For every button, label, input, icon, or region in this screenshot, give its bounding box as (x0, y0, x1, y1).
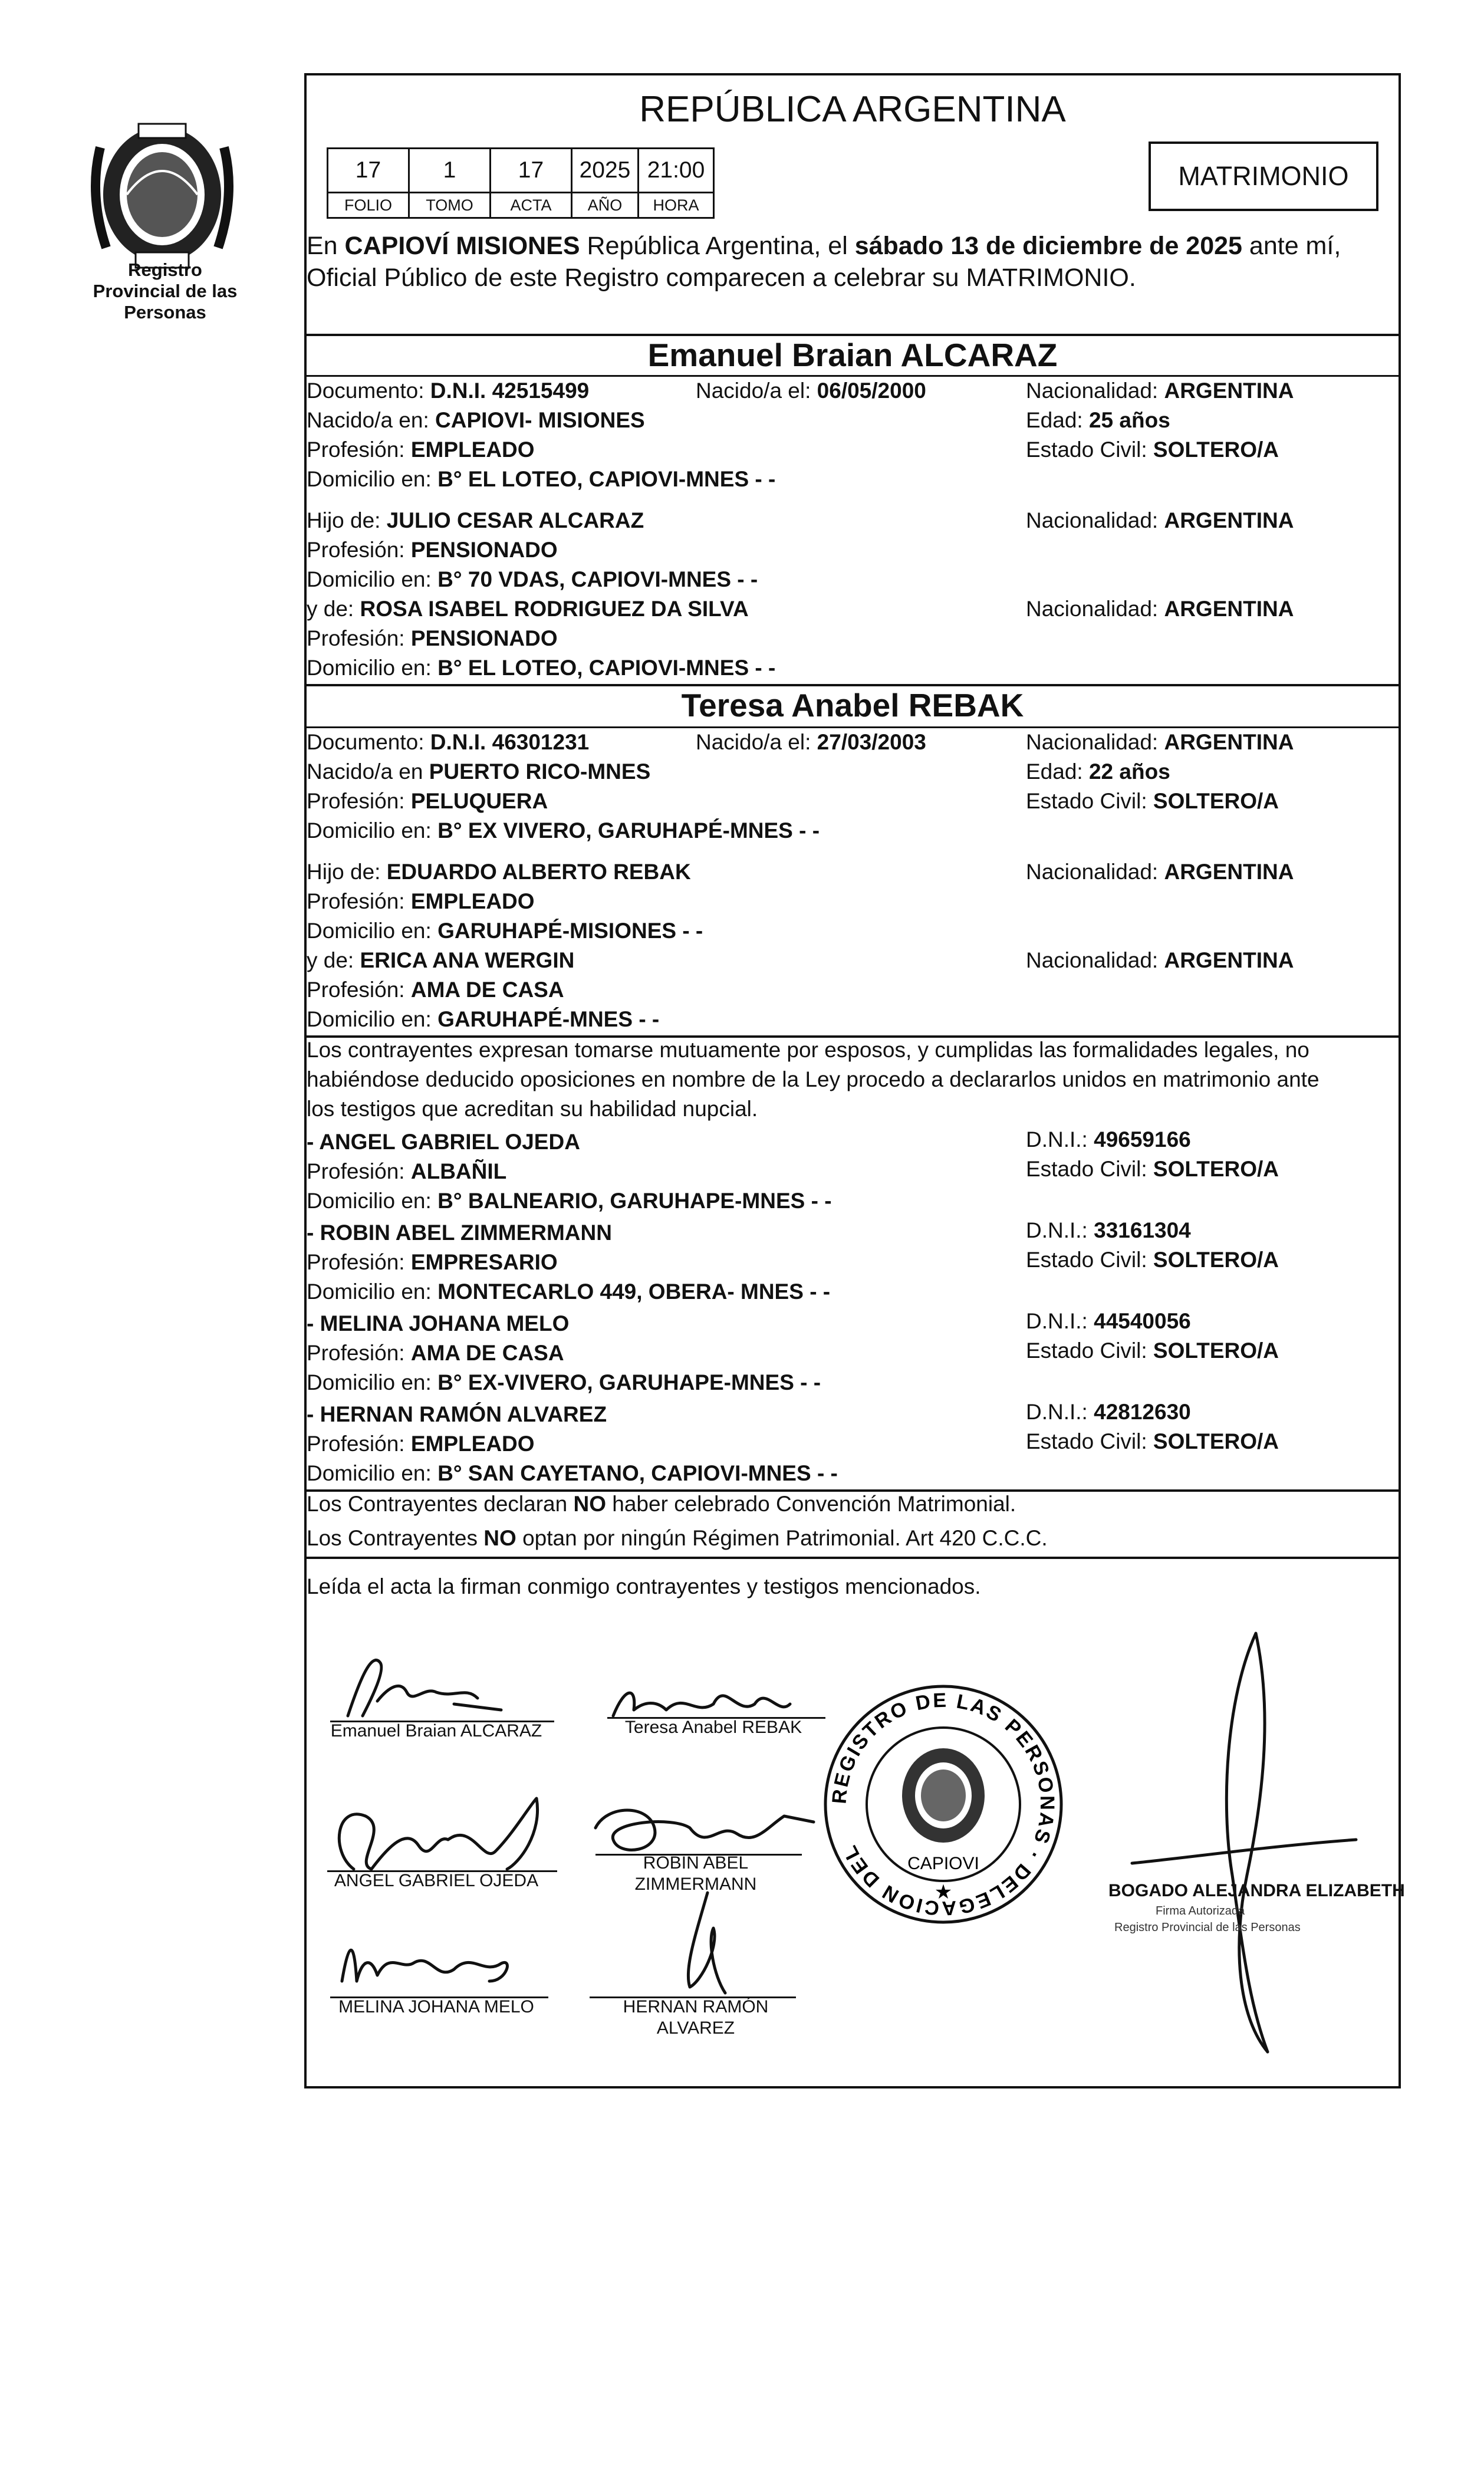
witness-profession: Profesión: EMPRESARIO (307, 1250, 558, 1274)
witness4-signature-label-1: HERNAN RAMÓN (623, 1997, 769, 2017)
spouse1-nationality: Nacionalidad: ARGENTINA (1026, 379, 1294, 403)
spouse1-father-profession: Profesión: PENSIONADO (307, 538, 558, 562)
spouse1-signature (324, 1645, 560, 1728)
witness-name: - ANGEL GABRIEL OJEDA (307, 1130, 580, 1154)
declaration-line-2: habiéndose deducido oposiciones en nombre de la Ley procedo a declararlos unidos en matrimonio ante (307, 1067, 1320, 1091)
spouse1-document: Documento: D.N.I. 42515499 (307, 379, 590, 403)
spouse2-age: Edad: 22 años (1026, 759, 1170, 784)
spouse1-father-address: Domicilio en: B° 70 VDAS, CAPIOVI-MNES - - (307, 567, 758, 591)
convention-line-2: Los Contrayentes NO optan por ningún Régimen Patrimonial. Art 420 C.C.C. (307, 1526, 1048, 1550)
declaration-line-3: los testigos que acreditan su habilidad nupcial. (307, 1097, 758, 1121)
spouse1-civil-status: Estado Civil: SOLTERO/A (1026, 438, 1279, 462)
tomo-label: TOMO (409, 193, 491, 218)
spouse2-mother-address: Domicilio en: GARUHAPÉ-MNES - - (307, 1007, 660, 1031)
witness4-signature (649, 1887, 766, 1999)
witness-dni: D.N.I.: 44540056 (1026, 1309, 1191, 1333)
act-type-box: MATRIMONIO (1149, 142, 1378, 211)
convention-line-1: Los Contrayentes declaran NO haber celebrado Convención Matrimonial. (307, 1492, 1016, 1516)
witness-address: Domicilio en: MONTECARLO 449, OBERA- MNES - - (307, 1280, 831, 1304)
witness-address: Domicilio en: B° SAN CAYETANO, CAPIOVI-MNES - - (307, 1461, 838, 1485)
officer-stamp-line-1: Firma Autorizada (1156, 1905, 1245, 1917)
acta-label: ACTA (491, 193, 572, 218)
intro-paragraph: En CAPIOVÍ MISIONES República Argentina, el sábado 13 de diciembre de 2025 ante mí, Oficial Público de este Registro comparecen a celebrar su MATRIMONIO. (307, 232, 1341, 292)
spouse1-birthdate: Nacido/a el: 06/05/2000 (696, 379, 926, 403)
officer-name: BOGADO ALEJANDRA ELIZABETH (1108, 1881, 1405, 1900)
officer-signature (1120, 1627, 1368, 2076)
witness-dni: D.N.I.: 33161304 (1026, 1218, 1191, 1242)
witness-civil-status: Estado Civil: SOLTERO/A (1026, 1429, 1279, 1453)
spouse2-profession: Profesión: PELUQUERA (307, 789, 548, 813)
witness-civil-status: Estado Civil: SOLTERO/A (1026, 1157, 1279, 1181)
spouse2-father-address: Domicilio en: GARUHAPÉ-MISIONES - - (307, 919, 703, 943)
spouse1-profession: Profesión: EMPLEADO (307, 438, 535, 462)
spouse2-mother-profession: Profesión: AMA DE CASA (307, 978, 564, 1002)
hour-value: 21:00 (639, 149, 714, 193)
folio-label: FOLIO (328, 193, 409, 218)
witness2-signature-label-2: ZIMMERMANN (634, 1874, 757, 1894)
witness-civil-status: Estado Civil: SOLTERO/A (1026, 1338, 1279, 1363)
spouse1-birthplace: Nacido/a en: CAPIOVI- MISIONES (307, 408, 645, 432)
year-label: AÑO (572, 193, 639, 218)
stamp-ring-text: REGISTRO DE LAS PERSONAS · DELEGACION DEL (828, 1689, 1059, 1920)
provincial-seal-logo (83, 112, 242, 277)
spouse2-birthplace: Nacido/a en PUERTO RICO-MNES (307, 759, 651, 784)
spouse2-civil-status: Estado Civil: SOLTERO/A (1026, 789, 1279, 813)
witness3-signature-label: MELINA JOHANA MELO (338, 1997, 534, 2017)
spouse1-name: Emanuel Braian ALCARAZ (647, 337, 1058, 373)
spouse2-father-profession: Profesión: EMPLEADO (307, 889, 535, 913)
spouse2-father: Hijo de: EDUARDO ALBERTO REBAK (307, 860, 691, 884)
spouse1-signature-label: Emanuel Braian ALCARAZ (330, 1721, 542, 1741)
spouse1-age: Edad: 25 años (1026, 408, 1170, 432)
witness2-signature-label-1: ROBIN ABEL (643, 1853, 749, 1873)
witness-profession: Profesión: ALBAÑIL (307, 1159, 507, 1183)
organization-name: Registro Provincial de las Personas (93, 259, 238, 323)
spouse2-mother: y de: ERICA ANA WERGIN (307, 948, 575, 972)
witness-address: Domicilio en: B° EX-VIVERO, GARUHAPE-MNES - - (307, 1370, 821, 1394)
spouse1-father: Hijo de: JULIO CESAR ALCARAZ (307, 508, 644, 532)
spouse2-document: Documento: D.N.I. 46301231 (307, 730, 590, 754)
page-title: REPÚBLICA ARGENTINA (639, 89, 1066, 130)
witness-name: - ROBIN ABEL ZIMMERMANN (307, 1221, 612, 1245)
spouse2-nationality: Nacionalidad: ARGENTINA (1026, 730, 1294, 754)
witness-name: - MELINA JOHANA MELO (307, 1311, 570, 1336)
spouse2-birthdate: Nacido/a el: 27/03/2003 (696, 730, 926, 754)
stamp-place: CAPIOVI (907, 1854, 979, 1873)
witness-dni: D.N.I.: 49659166 (1026, 1127, 1191, 1152)
spouse1-mother-address: Domicilio en: B° EL LOTEO, CAPIOVI-MNES - - (307, 656, 776, 680)
witness-profession: Profesión: EMPLEADO (307, 1432, 535, 1456)
witness-profession: Profesión: AMA DE CASA (307, 1341, 564, 1365)
closing-statement: Leída el acta la firman conmigo contrayentes y testigos mencionados. (307, 1574, 981, 1598)
registry-numbers-table (327, 147, 715, 219)
spouse1-mother-profession: Profesión: PENSIONADO (307, 626, 558, 650)
officer-stamp-line-2: Registro Provincial de las Personas (1114, 1921, 1301, 1934)
hour-label: HORA (639, 193, 714, 218)
witness1-signature-label: ANGEL GABRIEL OJEDA (334, 1871, 539, 1890)
witness-civil-status: Estado Civil: SOLTERO/A (1026, 1248, 1279, 1272)
spouse1-address: Domicilio en: B° EL LOTEO, CAPIOVI-MNES - - (307, 467, 776, 491)
folio-value: 17 (328, 149, 409, 193)
witness1-signature (318, 1781, 566, 1881)
witness3-signature (330, 1922, 531, 1999)
spouse2-mother-nationality: Nacionalidad: ARGENTINA (1026, 948, 1294, 972)
official-stamp (820, 1680, 1067, 1928)
spouse2-address: Domicilio en: B° EX VIVERO, GARUHAPÉ-MNES - - (307, 818, 820, 843)
spouse2-name: Teresa Anabel REBAK (681, 687, 1024, 723)
spouse2-father-nationality: Nacionalidad: ARGENTINA (1026, 860, 1294, 884)
spouse1-father-nationality: Nacionalidad: ARGENTINA (1026, 508, 1294, 532)
witness-name: - HERNAN RAMÓN ALVAREZ (307, 1402, 607, 1426)
spouse1-mother: y de: ROSA ISABEL RODRIGUEZ DA SILVA (307, 597, 749, 621)
witness-dni: D.N.I.: 42812630 (1026, 1400, 1191, 1424)
spouse1-mother-nationality: Nacionalidad: ARGENTINA (1026, 597, 1294, 621)
witness4-signature-label-2: ALVAREZ (656, 2018, 735, 2038)
witness-address: Domicilio en: B° BALNEARIO, GARUHAPE-MNES - - (307, 1189, 832, 1213)
tomo-value: 1 (409, 149, 491, 193)
spouse2-signature-label: Teresa Anabel REBAK (624, 1718, 802, 1737)
declaration-line-1: Los contrayentes expresan tomarse mutuamente por esposos, y cumplidas las formalidades legales, no (307, 1038, 1309, 1062)
stamp-star-icon: ★ (934, 1881, 953, 1903)
acta-value: 17 (491, 149, 572, 193)
year-value: 2025 (572, 149, 639, 193)
